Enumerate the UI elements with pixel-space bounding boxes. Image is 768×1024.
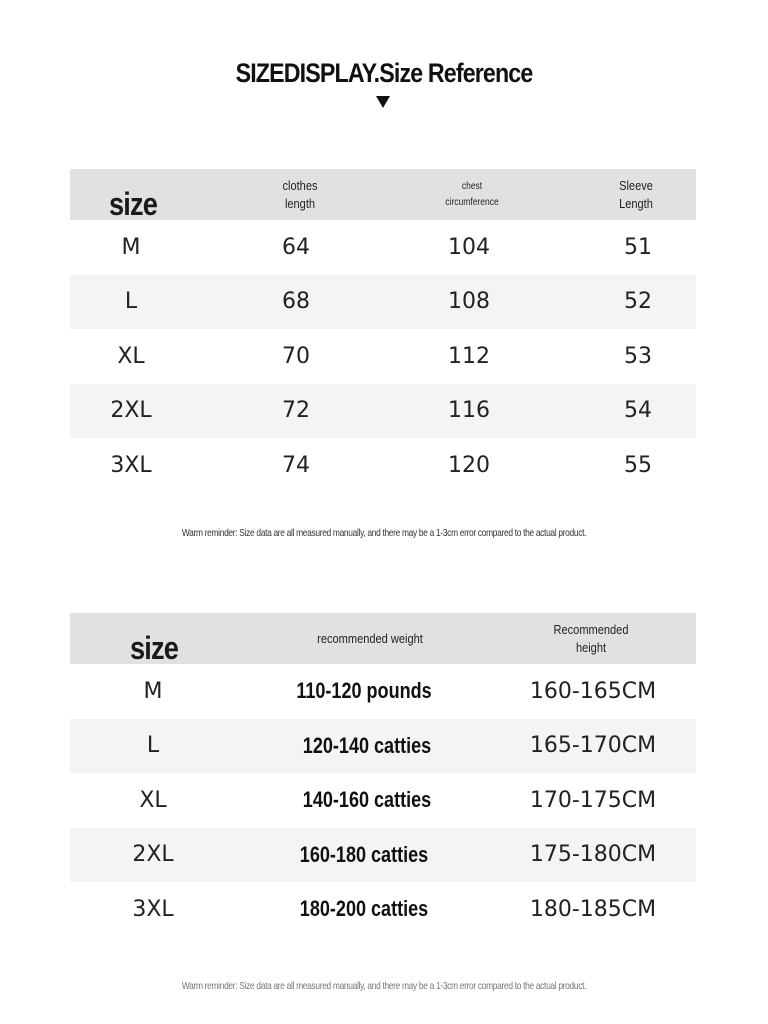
height-cell: 165-170CM — [529, 733, 657, 759]
warm-reminder-note: Warm reminder: Size data are all measured manually, and there may be a 1-3cm error compared to the actual product. — [181, 980, 587, 992]
recommended-weight-header — [285, 613, 455, 664]
header-line: Sleeve — [619, 177, 653, 193]
table-row — [70, 828, 696, 883]
clothes-length-header — [241, 169, 360, 220]
size-cell: XL — [117, 343, 145, 369]
table-header — [70, 613, 696, 664]
table-row — [70, 384, 696, 439]
sleeve-length-cell: 51 — [624, 234, 652, 260]
size-column-header: size — [108, 186, 158, 222]
size-cell: M — [121, 234, 141, 260]
sleeve-length-cell: 55 — [624, 452, 652, 478]
header-line: Recommended — [553, 621, 629, 637]
height-cell: 180-185CM — [529, 896, 657, 922]
weight-cell: 120-140 catties — [302, 732, 432, 758]
size-cell: XL — [139, 787, 167, 813]
clothes-length-cell: 70 — [282, 343, 310, 369]
table-row — [70, 220, 696, 275]
chest-cell: 108 — [448, 289, 490, 315]
sleeve-length-cell: 53 — [624, 343, 652, 369]
size-cell: L — [124, 289, 138, 315]
height-cell: 160-165CM — [529, 678, 657, 704]
weight-cell: 110-120 pounds — [296, 678, 432, 704]
size-cell: L — [146, 733, 160, 759]
clothes-length-cell: 74 — [282, 452, 310, 478]
header-line: chest — [461, 180, 483, 192]
size-column-header: size — [129, 630, 179, 666]
chest-cell: 104 — [448, 234, 490, 260]
recommended-height-header — [532, 613, 651, 664]
sleeve-length-cell: 52 — [624, 289, 652, 315]
weight-cell: 140-160 catties — [302, 787, 432, 813]
size-cell: 2XL — [132, 842, 174, 868]
chest-cell: 116 — [448, 398, 490, 424]
header-line: recommended weight — [317, 630, 423, 646]
size-cell: 3XL — [110, 452, 152, 478]
down-arrow-icon — [376, 96, 390, 108]
header-line: height — [575, 639, 607, 655]
warm-reminder-note: Warm reminder: Size data are all measured manually, and there may be a 1-3cm error compared to the actual product. — [181, 527, 587, 539]
table-row — [70, 882, 696, 937]
header-line: clothes — [282, 177, 318, 193]
weight-cell: 160-180 catties — [299, 841, 429, 867]
clothes-length-cell: 72 — [282, 398, 310, 424]
size-cell: M — [143, 678, 163, 704]
table-header — [70, 169, 696, 220]
size-cell: 3XL — [132, 896, 174, 922]
page-title: SIZEDISPLAY.Size Reference — [235, 58, 533, 88]
size-cell: 2XL — [110, 398, 152, 424]
size-measurement-table — [70, 169, 696, 493]
size-recommendation-table — [70, 613, 696, 937]
header-line: length — [284, 195, 316, 211]
table-row — [70, 438, 696, 493]
table-row — [70, 719, 696, 774]
table-row — [70, 664, 696, 719]
table-row — [70, 773, 696, 828]
clothes-length-cell: 68 — [282, 289, 310, 315]
clothes-length-cell: 64 — [282, 234, 310, 260]
chest-cell: 112 — [448, 343, 490, 369]
table-row — [70, 275, 696, 330]
chest-cell: 120 — [448, 452, 490, 478]
weight-cell: 180-200 catties — [299, 896, 429, 922]
header-line: circumference — [445, 196, 499, 208]
height-cell: 175-180CM — [529, 842, 657, 868]
chest-circumference-header — [413, 169, 532, 220]
table-row — [70, 329, 696, 384]
height-cell: 170-175CM — [529, 787, 657, 813]
header-line: Length — [619, 195, 653, 211]
sleeve-length-cell: 54 — [624, 398, 652, 424]
sleeve-length-header — [577, 169, 696, 220]
